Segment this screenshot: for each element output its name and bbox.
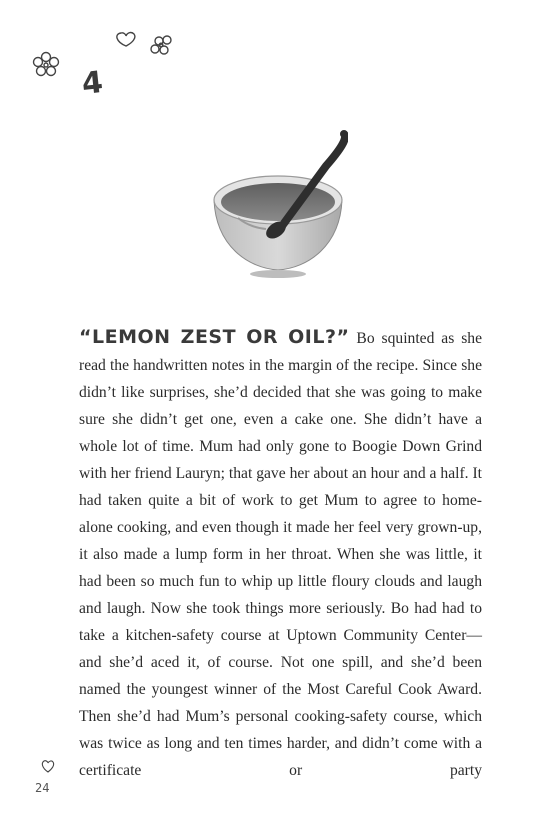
paragraph-text: Bo squinted as she read the handwritten notes in the margin of the recipe. Since she didn’t like surprises, she’d decided that she was going to make sure she didn’t get one, even a cake one. She didn’t have a whole lot of time. Mum had only gone to Boogie Down Grind with her friend Lauryn; that gave her about an hour and a half. It had taken quite a bit of work to get Mum to agree to home-alone cooking, and even though it made her feel very grown-up, it also made a lump form in her throat. When she was little, it had been so much fun to whip up little floury clouds and laugh and laugh. Now she took things more seriously. Bo had had to take a kitchen-safety course at Uptown Community Center—and she’d aced it, of course. Not one spill, and she’d been named the youngest winner of the Most Careful Cook Award. Then she’d had Mum’s personal cooking-safety course, which was twice as long and ten times harder, and didn’t come with a certificate or party: [79, 330, 483, 779]
mixing-bowl-illustration: [208, 126, 348, 278]
body-paragraph: [79, 324, 482, 784]
chapter-number: 4: [80, 65, 105, 102]
flower-doodle-icon: [151, 36, 171, 54]
heart-doodle-icon: [40, 758, 56, 774]
body-text: [79, 324, 482, 784]
flower-doodle-icon: [34, 53, 59, 76]
page-number: 24: [35, 781, 50, 795]
heart-doodle-icon: [117, 33, 135, 46]
lead-in-quote: “LEMON ZEST OR OIL?”: [79, 326, 350, 348]
